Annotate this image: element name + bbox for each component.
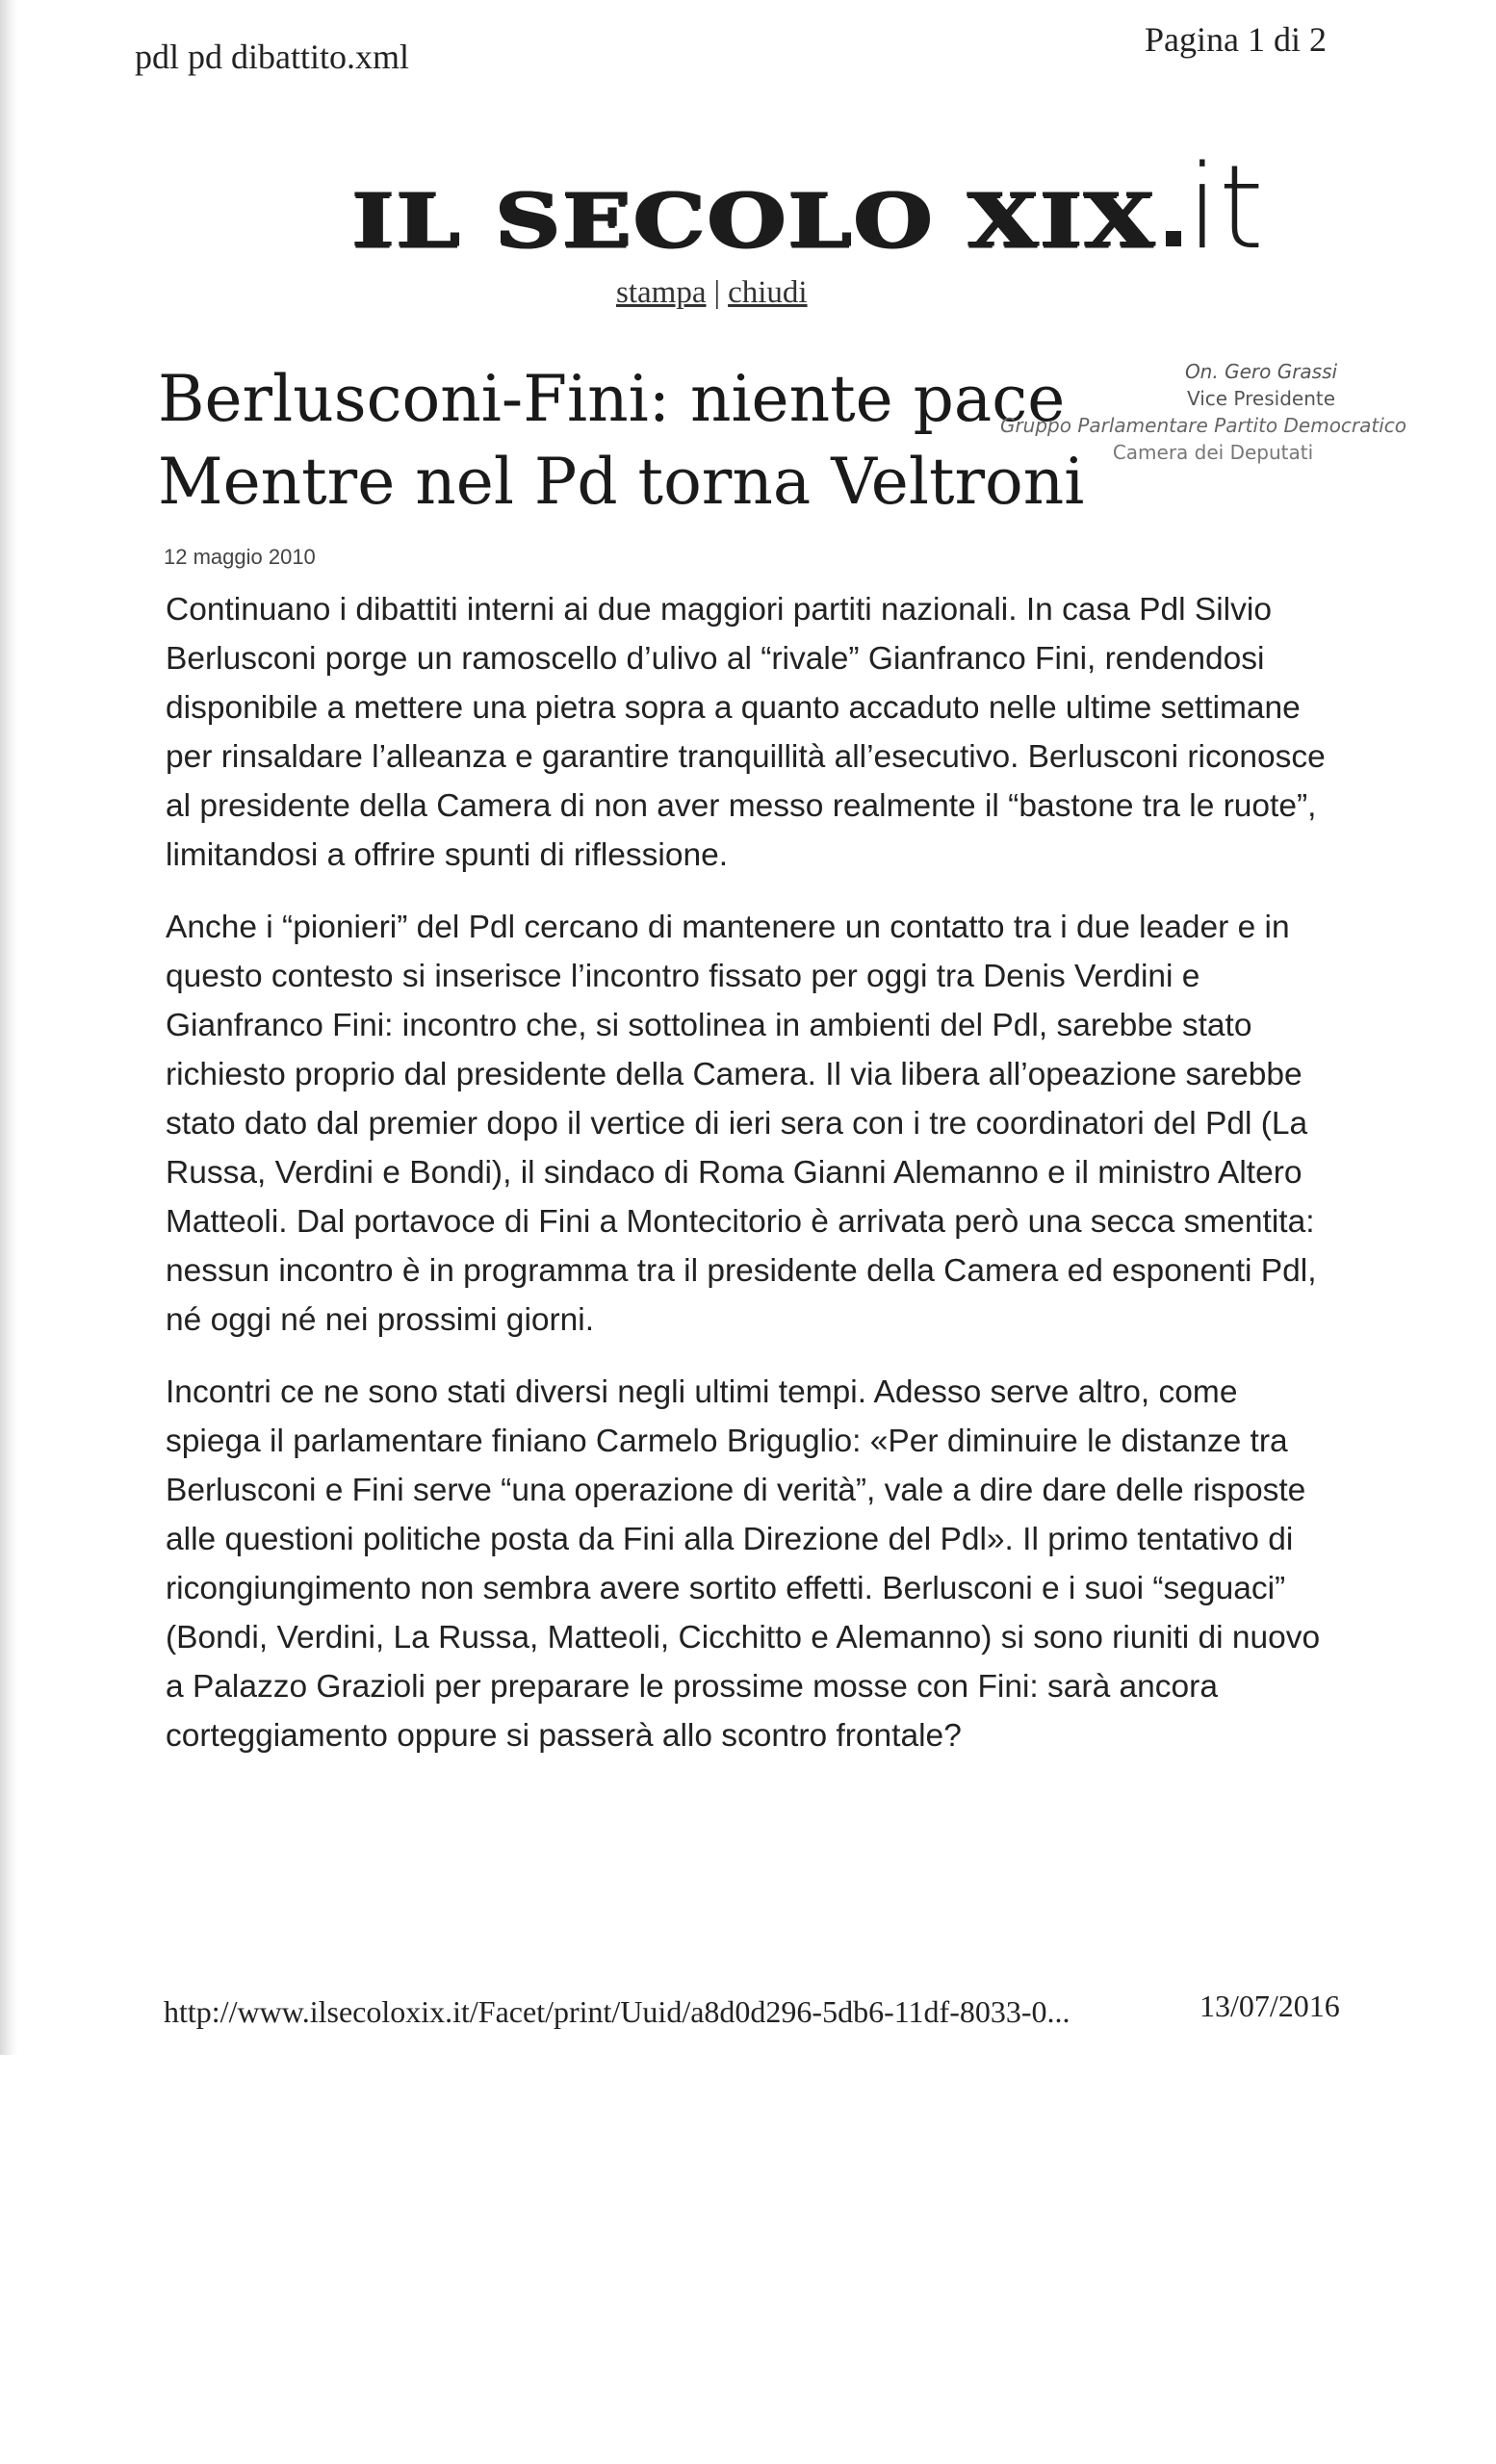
article-title	[158, 358, 1085, 524]
scan-edge	[0, 0, 17, 2055]
title-line-1: Berlusconi-Fini: niente pace	[158, 362, 1066, 436]
title-line-2: Mentre nel Pd torna Veltroni	[158, 445, 1085, 519]
logo-wordmark: IL SECOLO XIX	[351, 177, 1156, 265]
page-indicator: Pagina 1 di 2	[1145, 20, 1327, 59]
footer-date: 13/07/2016	[1199, 1989, 1340, 2023]
article-paragraph-2: Anche i “pionieri” del Pdl cercano di mantenere un contatto tra i due leader e in questo contesto si inserisce l’incontro fissato per oggi tra Denis Verdini e Gianfranco Fini: incontro che, si sottolinea in ambienti del Pdl, sarebbe stato richiesto proprio dal presidente della Camera. Il via libera all’opeazione sarebbe stato dato dal premier dopo il vertice di ieri sera con i tre coordinatori del Pdl (La Russa, Verdini e Bondi), il sindaco di Roma Gianni Alemanno e il ministro Altero Matteoli. Dal portavoce di Fini a Montecitorio è arrivata però una secca smentita: nessun incontro è in programma tra il presidente della Camera ed esponenti Pdl, né oggi né nei prossimi giorni.	[166, 910, 1317, 1338]
article-paragraph-1: Continuano i dibattiti interni ai due maggiori partiti nazionali. In casa Pdl Silvio Berlusconi porge un ramoscello d’ulivo al “rivale” Gianfranco Fini, rendendosi disponibile a mettere una pietra sopra a quanto accaduto nelle ultime settimane per rinsaldare l’alleanza e garantire tranquillità all’esecutivo. Berlusconi riconosce al presidente della Camera di non aver messo realmente il “bastone tra le ruote”, limitandosi a offrire spunti di riflessione.	[166, 592, 1326, 873]
print-nav	[616, 275, 808, 311]
stamp-chamber: Camera dei Deputati	[1112, 441, 1314, 464]
print-link[interactable]: stampa	[616, 275, 707, 310]
logo-suffix: it	[1186, 141, 1264, 275]
logo-dot	[1166, 231, 1181, 246]
site-logo	[351, 114, 1264, 275]
article-paragraph-3: Incontri ce ne sono stati diversi negli ultimi tempi. Adesso serve altro, come spiega il parlamentare finiano Carmelo Briguglio: «Per diminuire le distanze tra Berlusconi e Fini serve “una operazione di verità”, vale a dire dare delle risposte alle questioni politiche posta da Fini alla Direzione del Pdl». Il primo tentativo di ricongiungimento non sembra avere sortito effetti. Berlusconi e i suoi “seguaci” (Bondi, Verdini, La Russa, Matteoli, Cicchitto e Alemanno) si sono riuniti di nuovo a Palazzo Grazioli per preparare le prossime mosse con Fini: sarà ancora corteggiamento oppure si passerà allo scontro frontale?	[166, 1374, 1321, 1754]
article-date: 12 maggio 2010	[164, 545, 316, 569]
stamp-role: Vice Presidente	[1186, 387, 1336, 410]
article-body	[166, 585, 1340, 1784]
stamp-name: On. Gero Grassi	[1184, 360, 1338, 383]
stamp-group: Gruppo Parlamentare Partito Democratico	[999, 414, 1407, 437]
footer-url: http://www.ilsecoloxix.it/Facet/print/Uuid/a8d0d296-5db6-11df-8033-0...	[164, 1994, 1070, 2029]
document-filename: pdl pd dibattito.xml	[135, 38, 409, 76]
deputy-stamp	[982, 358, 1425, 466]
nav-separator: |	[713, 275, 721, 310]
close-link[interactable]: chiudi	[728, 275, 808, 310]
